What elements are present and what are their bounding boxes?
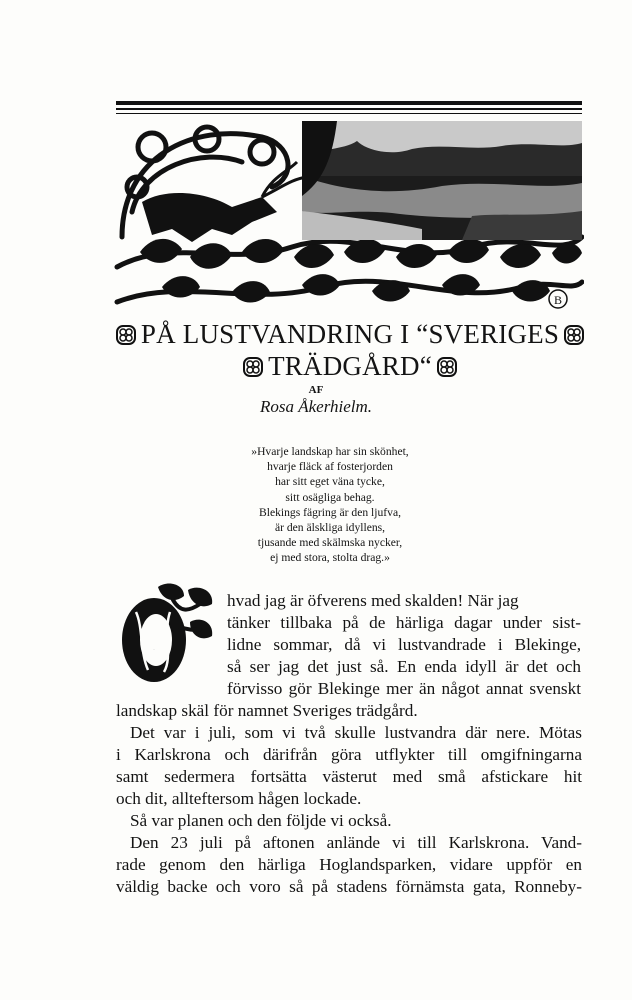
body-line: Så var planen och den följde vi också. (130, 811, 392, 830)
body-line: förvisso gör Blekinge mer än något annat svenskt (227, 679, 581, 698)
body-line: hvad jag är öfverens med skalden! När jag (227, 591, 519, 610)
poem-line: Blekings fägring är den ljufva, (259, 505, 401, 519)
body-line: så ser jag det just så. En enda idyll är det och (227, 657, 581, 676)
body-line: och dit, allteftersom hågen lockade. (116, 789, 362, 808)
poem-line: hvarje fläck af fosterjorden (267, 460, 393, 474)
flower-ornament-icon (243, 357, 263, 377)
flower-ornament-icon (116, 325, 136, 345)
header-rule-thin (116, 113, 582, 114)
body-line: tänker tillbaka på de härliga dagar under sist- (227, 613, 581, 632)
drop-cap-ornament (118, 582, 218, 686)
flower-ornament-icon (564, 325, 584, 345)
flower-ornament-icon (437, 357, 457, 377)
poem-line: har sitt eget väna tycke, (275, 475, 385, 489)
body-line: landskap skäl för namnet Sveriges trädgård. (116, 701, 418, 720)
body-line: rade genom den härliga Hoglandsparken, vidare uppför en (116, 855, 582, 874)
body-line: samt sedermera fortsätta västerut med små afstickare hit (116, 767, 582, 786)
header-rule-mid (116, 108, 582, 110)
drop-cap-letter: O (153, 650, 155, 651)
body-line: lidne sommar, då vi lustvandrade i Blekinge, (227, 635, 581, 654)
body-line: väldig backe och voro så på stadens förnämsta gata, Ronneby- (116, 877, 582, 896)
poem-line: är den älskliga idyllens, (274, 521, 386, 535)
header-rule-thick (116, 101, 582, 105)
poem-line: »Hvarje landskap har sin skönhet, (251, 445, 409, 458)
poem-line: ej med stora, stolta drag.» (270, 551, 390, 565)
title-text-2: TRÄDGÅRD“ (268, 351, 432, 381)
body-line: Det var i juli, som vi två skulle lustvandra där nere. Mötas (130, 723, 582, 742)
poem-line: sitt osägliga behag. (285, 490, 375, 504)
body-line: i Karlskrona och därifrån göra utflykter till omgifningarna (116, 745, 582, 764)
lake-landscape-photo (302, 121, 582, 240)
title-text-1: PÅ LUSTVANDRING I “SVERIGES (140, 319, 560, 349)
article-title-line-2 (100, 350, 600, 382)
article-title-line-1 (100, 318, 600, 350)
ornament-monogram: B (553, 293, 563, 307)
epigraph-poem (210, 444, 450, 566)
author-name: Rosa Åkerhielm. (259, 397, 373, 416)
poem-line: tjusande med skälmska nycker, (257, 536, 403, 550)
body-line: Den 23 juli på aftonen anlände vi till Karlskrona. Vand- (130, 833, 582, 852)
byline-prefix: AF (308, 384, 324, 396)
